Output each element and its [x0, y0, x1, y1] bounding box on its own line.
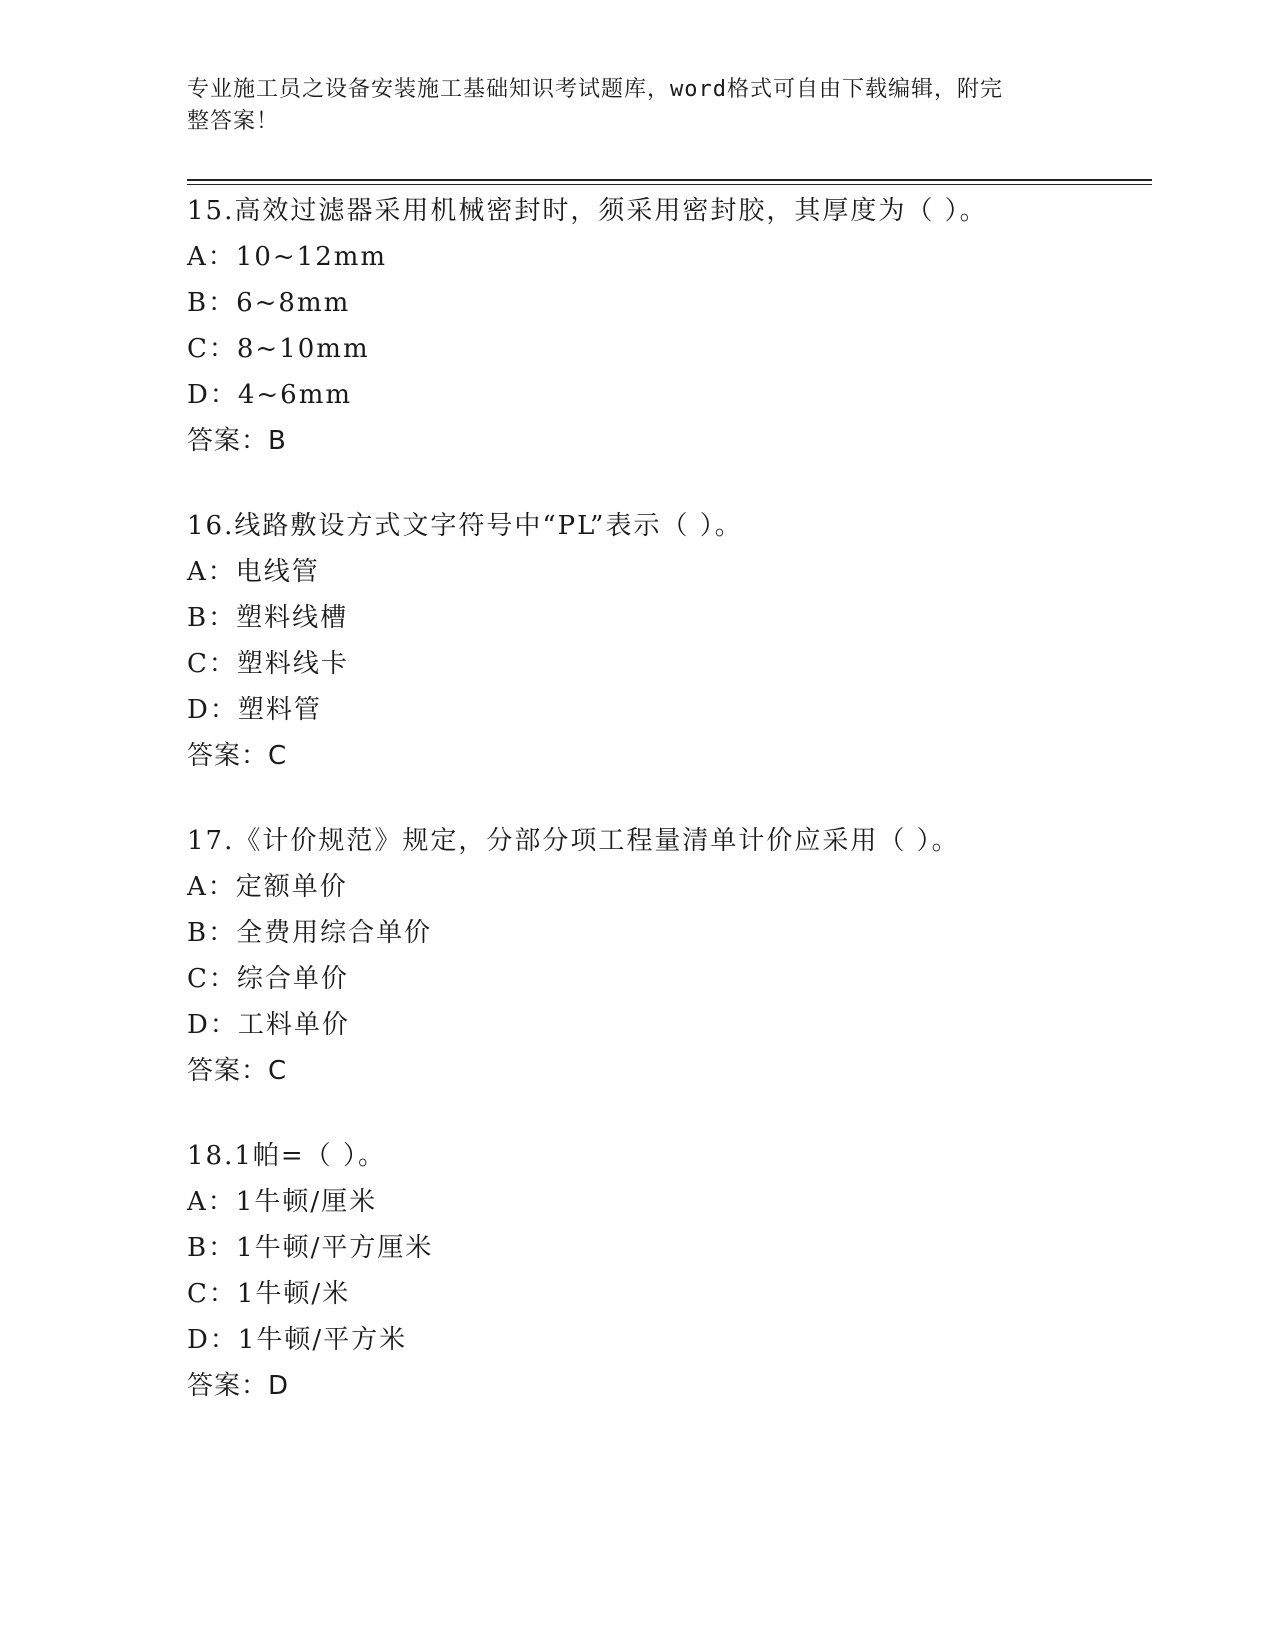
- option-d: D：工料单价: [187, 1010, 350, 1040]
- question-15: [187, 188, 1147, 464]
- header-title-line-2: 整答案！: [187, 109, 280, 134]
- option-a: A：电线管: [187, 557, 320, 587]
- question-16: [187, 503, 1147, 779]
- header-divider-thin: [187, 184, 1152, 185]
- answer: 答案：C: [187, 741, 288, 771]
- option-b: B：塑料线槽: [187, 603, 349, 633]
- option-c: C：塑料线卡: [187, 649, 349, 679]
- question-stem: 18.1帕=（ ）。: [187, 1141, 386, 1171]
- question-stem: 17.《计价规范》规定，分部分项工程量清单计价应采用（ ）。: [187, 826, 960, 856]
- answer: 答案：D: [187, 1371, 290, 1401]
- question-17: [187, 818, 1147, 1094]
- header-divider-thick: [187, 179, 1152, 181]
- question-18: [187, 1133, 1147, 1409]
- option-a: A：10~12mm: [187, 242, 388, 272]
- question-stem: 16.线路敷设方式文字符号中“PL”表示（ ）。: [187, 511, 743, 541]
- option-b: B：全费用综合单价: [187, 918, 433, 948]
- header-title-line-1: 专业施工员之设备安装施工基础知识考试题库，word格式可自由下载编辑，附完: [187, 77, 1003, 102]
- answer: 答案：B: [187, 426, 287, 456]
- option-c: C：8~10mm: [187, 334, 370, 364]
- option-a: A：1牛顿/厘米: [187, 1187, 378, 1217]
- option-c: C：综合单价: [187, 964, 349, 994]
- option-b: B：6~8mm: [187, 288, 351, 318]
- option-d: D：1牛顿/平方米: [187, 1325, 408, 1355]
- question-stem: 15.高效过滤器采用机械密封时，须采用密封胶，其厚度为（ ）。: [187, 196, 988, 226]
- option-d: D：4~6mm: [187, 380, 353, 410]
- option-c: C：1牛顿/米: [187, 1279, 351, 1309]
- answer: 答案：C: [187, 1056, 288, 1086]
- option-d: D：塑料管: [187, 695, 322, 725]
- question-list: [187, 188, 1147, 1448]
- option-a: A：定额单价: [187, 872, 348, 902]
- option-b: B：1牛顿/平方厘米: [187, 1233, 434, 1263]
- document-header: [187, 74, 1067, 138]
